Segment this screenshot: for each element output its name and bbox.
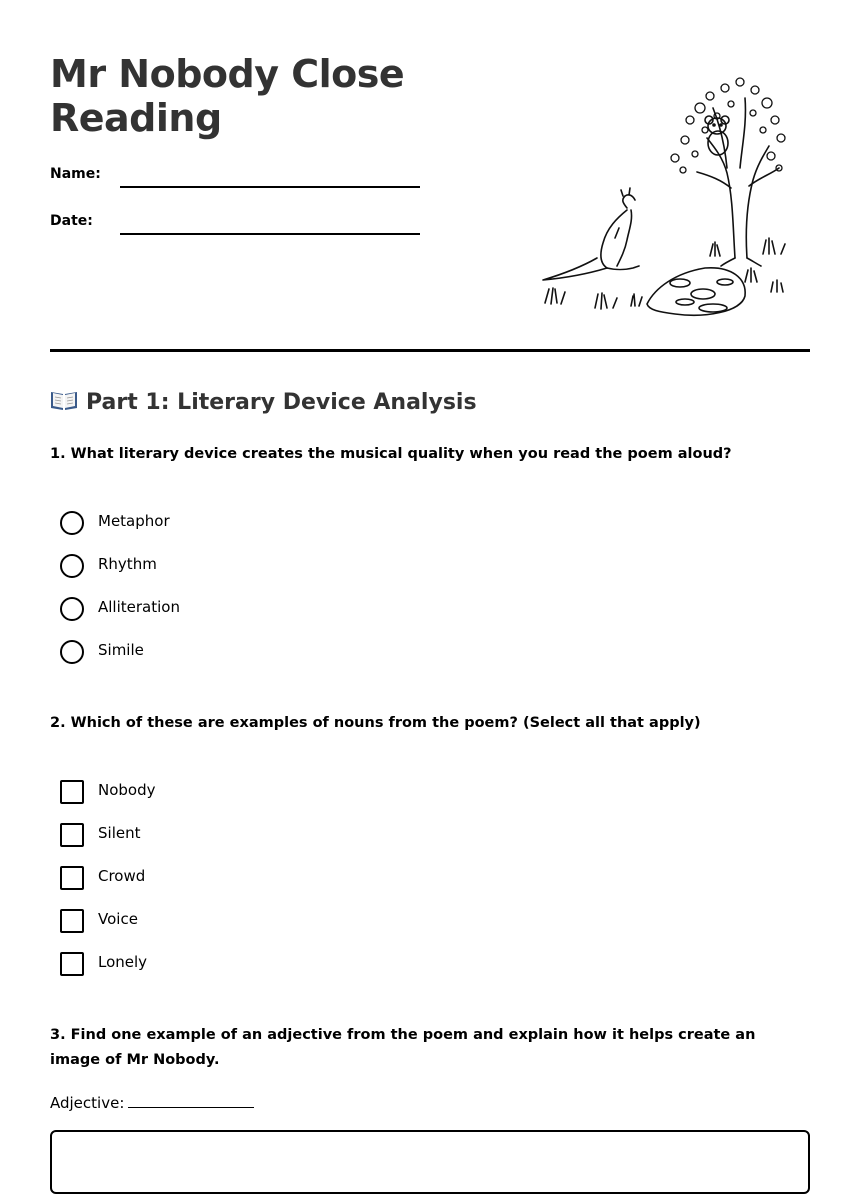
- name-field[interactable]: [50, 166, 420, 196]
- q1-option-rhythm[interactable]: [60, 553, 460, 579]
- option-label: Alliteration: [98, 598, 180, 616]
- option-label: Metaphor: [98, 512, 170, 530]
- header-divider: [50, 349, 810, 352]
- part1-heading: [50, 388, 477, 418]
- option-label: Simile: [98, 641, 144, 659]
- q2-option-crowd[interactable]: [60, 865, 460, 891]
- q1-option-metaphor[interactable]: [60, 510, 460, 536]
- option-label: Lonely: [98, 953, 148, 971]
- q2-option-lonely[interactable]: [60, 951, 460, 977]
- adjective-blank[interactable]: [128, 1093, 254, 1108]
- question-1: 1. What literary device creates the musical quality when you read the poem aloud?: [50, 446, 732, 462]
- option-label: Crowd: [98, 867, 146, 885]
- part1-title: Part 1: Literary Device Analysis: [86, 390, 477, 415]
- date-label: Date:: [50, 213, 93, 229]
- checkbox[interactable]: [60, 866, 84, 890]
- name-label: Name:: [50, 166, 101, 182]
- worksheet-title: Mr Nobody Close Reading: [50, 52, 405, 140]
- checkbox[interactable]: [60, 780, 84, 804]
- open-book-icon: [50, 389, 78, 411]
- name-line[interactable]: [120, 186, 420, 188]
- option-label: Rhythm: [98, 555, 157, 573]
- date-line[interactable]: [120, 233, 420, 235]
- q2-option-voice[interactable]: [60, 908, 460, 934]
- q2-option-nobody[interactable]: [60, 779, 460, 805]
- checkbox[interactable]: [60, 823, 84, 847]
- radio-button[interactable]: [60, 640, 84, 664]
- q2-option-silent[interactable]: [60, 822, 460, 848]
- q1-option-alliteration[interactable]: [60, 596, 460, 622]
- q1-option-simile[interactable]: [60, 639, 460, 665]
- checkbox[interactable]: [60, 909, 84, 933]
- option-label: Silent: [98, 824, 141, 842]
- adjective-label: Adjective:: [50, 1094, 125, 1112]
- option-label: Voice: [98, 910, 138, 928]
- adjective-field[interactable]: [50, 1093, 254, 1112]
- date-field[interactable]: [50, 213, 420, 243]
- kangaroo-koala-tree-illustration: [535, 68, 795, 323]
- question-2: 2. Which of these are examples of nouns from the poem? (Select all that apply): [50, 715, 701, 731]
- radio-button[interactable]: [60, 511, 84, 535]
- option-label: Nobody: [98, 781, 156, 799]
- radio-button[interactable]: [60, 597, 84, 621]
- question-3: 3. Find one example of an adjective from the poem and explain how it helps create an image of Mr Nobody.: [50, 1027, 756, 1068]
- q3-answer-box[interactable]: [50, 1130, 810, 1194]
- checkbox[interactable]: [60, 952, 84, 976]
- radio-button[interactable]: [60, 554, 84, 578]
